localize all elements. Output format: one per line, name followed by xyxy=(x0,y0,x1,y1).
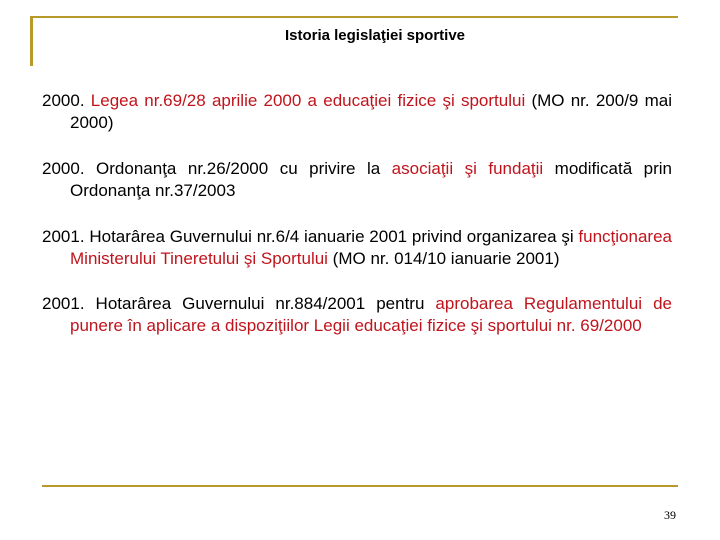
item-highlight: Legea nr.69/28 aprilie 2000 a educaţiei fizice şi sportului xyxy=(90,91,526,110)
item-text: (MO nr. 014/10 ianuarie 2001) xyxy=(327,249,560,268)
item-year: 2001. xyxy=(42,227,85,246)
item-text: Ordonanţa nr.26/2000 cu privire la xyxy=(84,159,392,178)
item-text: modificată prin Ordonanţa nr.37/2003 xyxy=(70,159,672,200)
list-item xyxy=(42,226,672,270)
item-text: (MO nr. 200/9 mai 2000) xyxy=(70,91,672,132)
footer-line xyxy=(42,485,678,487)
legislation-list xyxy=(42,90,672,361)
item-highlight: asociaţii şi fundaţii xyxy=(391,159,544,178)
page-number: 39 xyxy=(664,508,676,522)
slide-title: Istoria legislaţiei sportive xyxy=(284,27,466,44)
item-year: 2000. xyxy=(42,159,85,178)
item-highlight: aprobarea Regulamentului de punere în aplicare a dispoziţiilor Legii educaţiei fizice şi sportului nr. 69/2000 xyxy=(70,294,672,335)
item-year: 2000. xyxy=(42,91,85,110)
item-text: Hotarârea Guvernului nr.884/2001 pentru xyxy=(84,294,436,313)
item-text: Hotarârea Guvernului nr.6/4 ianuarie 2001 privind organizarea şi xyxy=(84,227,579,246)
list-item xyxy=(42,90,672,134)
item-highlight: funcţionarea Ministerului Tineretului şi Sportului xyxy=(70,227,672,268)
frame-top-line xyxy=(30,16,678,18)
list-item xyxy=(42,158,672,202)
item-year: 2001. xyxy=(42,294,85,313)
list-item xyxy=(42,293,672,337)
